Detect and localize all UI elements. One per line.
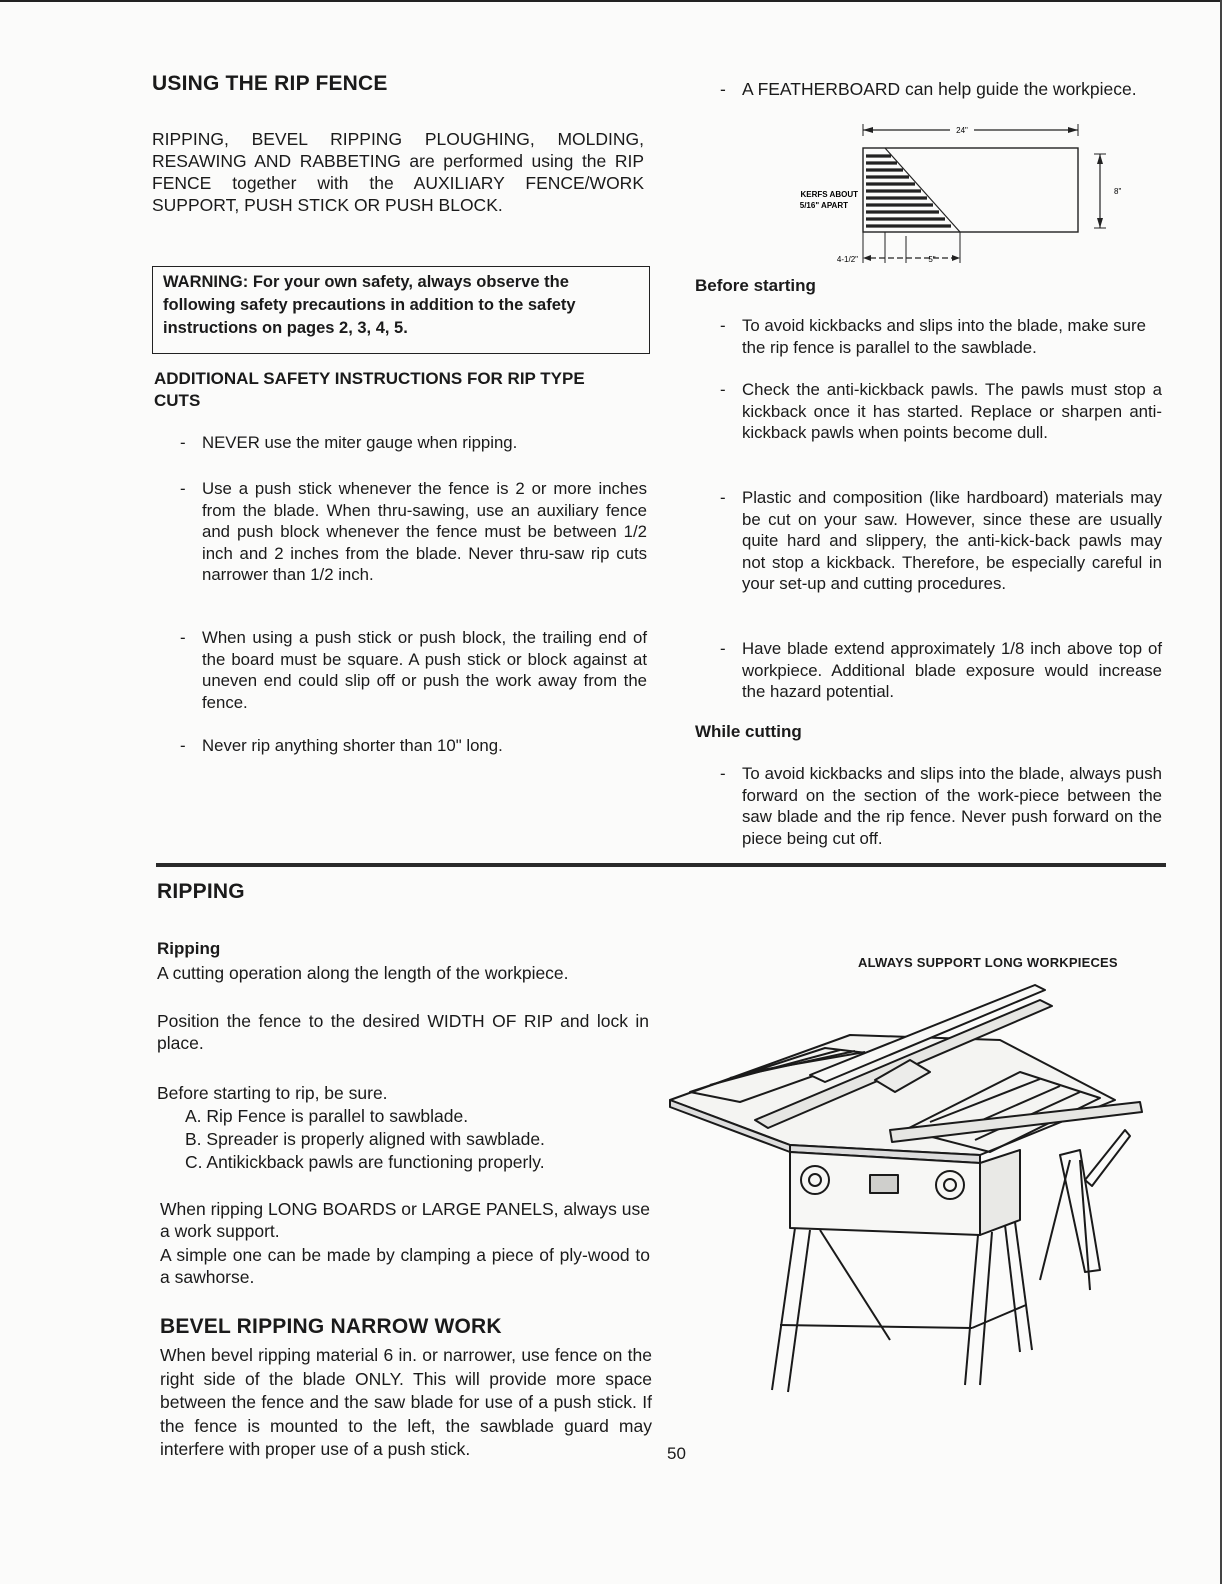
ripping-check: B. Spreader is properly aligned with sawblade. [185,1129,545,1149]
ripping-before: Before starting to rip, be sure. [157,1083,388,1103]
section-title-rip-fence: USING THE RIP FENCE [152,72,388,95]
while-bullet: - To avoid kickbacks and slips into the blade, always push forward on the section of the work-piece between the saw blade and the rip fence. Never push forward on the piece being cut off. [720,764,1162,848]
before-bullet: - Have blade extend approximately 1/8 inch above top of workpiece. Additional blade exposure would increase the hazard potential. [720,639,1162,701]
ripping-check: A. Rip Fence is parallel to sawblade. [185,1106,469,1126]
ripping-definition: A cutting operation along the length of the workpiece. [157,963,569,983]
warning-box: WARNING: For your own safety, always observe the following safety precautions in addition to the safety instructions on pages 2, 3, 4, 5. [152,266,650,354]
section-divider [156,863,1166,867]
ripping-subheading: Ripping [157,939,221,958]
dim-5-label: 5" [928,255,936,264]
top-border [0,0,1222,2]
before-bullet: - Check the anti-kickback pawls. The pawls must stop a kickback once it has started. Replace or sharpen anti-kickback pawls when points become dull. [720,380,1162,442]
page-number: 50 [667,1444,686,1463]
before-bullet: - To avoid kickbacks and slips into the blade, make sure the rip fence is parallel to the sawblade. [720,316,1146,357]
dim-4half-label: 4-1/2" [836,255,858,264]
additional-safety-heading: ADDITIONAL SAFETY INSTRUCTIONS FOR RIP TYPE CUTS [154,369,585,410]
intro-paragraph: RIPPING, BEVEL RIPPING PLOUGHING, MOLDING, RESAWING AND RABBETING are performed using the RIP FENCE together with the AUXILIARY FENCE/WORK SUPPORT, PUSH STICK OR PUSH BLOCK. [152,129,644,215]
ripping-long-boards: When ripping LONG BOARDS or LARGE PANELS, always use a work support. [160,1199,650,1241]
before-bullet: - Plastic and composition (like hardboard) materials may be cut on your saw. However, since these are usually quite hard and slippery, the anti-kick-back pawls may not stop a kickback. Therefore, be especially careful in your set-up and cutting procedures. [720,488,1162,593]
before-starting-heading: Before starting [695,276,816,295]
featherboard-diagram [760,118,1120,268]
table-saw-illustration [660,980,1160,1400]
safety-bullet: - NEVER use the miter gauge when ripping. [180,433,518,452]
section-title-ripping: RIPPING [157,880,245,903]
kerf-lines [866,156,951,226]
safety-bullet: - When using a push stick or push block, the trailing end of the board must be square. A push stick or block against at uneven end could slip off or push the work away from the fence. [180,628,647,712]
ripping-position: Position the fence to the desired WIDTH OF RIP and lock in place. [157,1011,649,1053]
dim-8-label: 8" [1114,187,1122,196]
featherboard-text: - A FEATHERBOARD can help guide the workpiece. [720,79,1137,99]
section-title-bevel: BEVEL RIPPING NARROW WORK [160,1315,502,1338]
while-cutting-heading: While cutting [695,722,802,741]
kerfs-label-line1: KERFS ABOUT [800,190,858,199]
safety-bullet: - Use a push stick whenever the fence is 2 or more inches from the blade. When thru-sawing, use an auxiliary fence and push block whenever the fence must be between 1/2 inch and 2 inches from the blade. Never thru-saw rip cuts narrower than 1/2 inch. [180,479,647,584]
ripping-check: C. Antikickback pawls are functioning properly. [185,1152,545,1172]
safety-bullet: - Never rip anything shorter than 10" long. [180,736,503,755]
ripping-simple-support: A simple one can be made by clamping a piece of ply-wood to a sawhorse. [160,1245,650,1287]
bevel-paragraph: When bevel ripping material 6 in. or narrower, use fence on the right side of the blade ONLY. This will provide more space between the fence and the saw blade for use of a push stick. If the fence is mounted to the left, the sawblade guard may interfere with proper use of a push stick. [160,1345,652,1459]
kerfs-label-line2: 5/16" APART [799,201,848,210]
dim-24-label: 24" [956,126,968,135]
illustration-caption: ALWAYS SUPPORT LONG WORKPIECES [858,955,1118,970]
